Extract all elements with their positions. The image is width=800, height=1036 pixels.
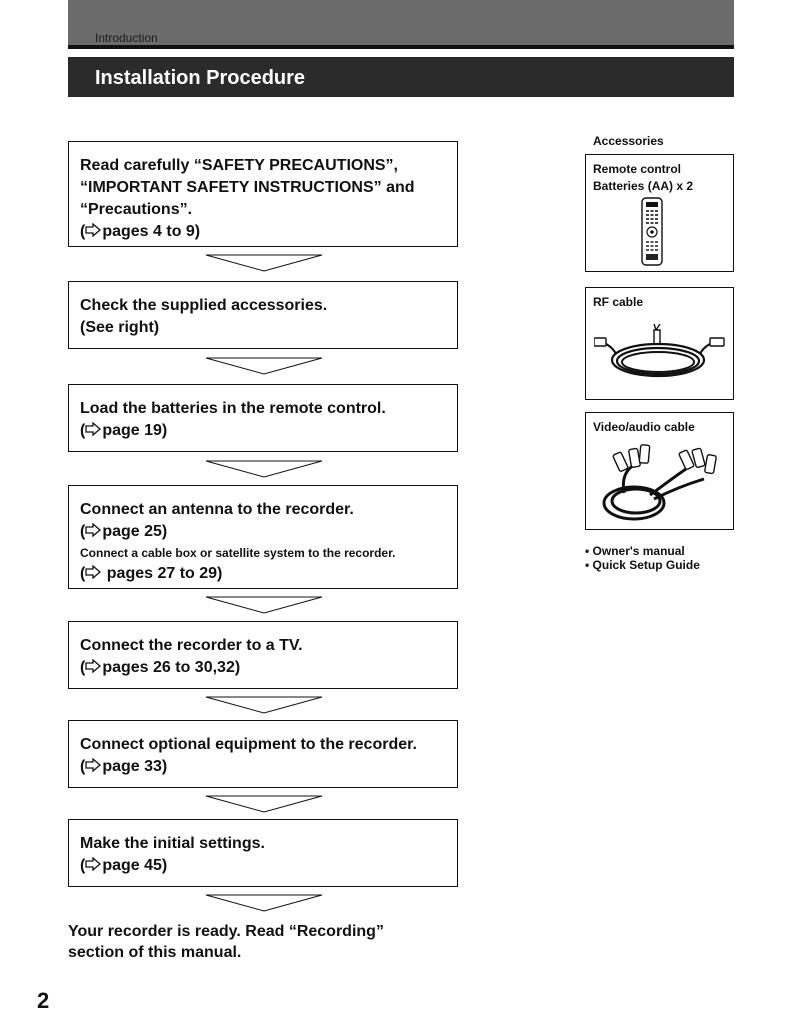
right-arrow-icon <box>85 422 101 436</box>
accessory-remote-control <box>585 154 734 272</box>
rf-cable-image <box>594 324 726 386</box>
step-connect-antenna <box>68 485 458 589</box>
final-text-line: section of this manual. <box>68 944 242 961</box>
accessory-label: Remote control <box>593 162 682 176</box>
step-text-line: Connect optional equipment to the recorder. <box>80 736 417 753</box>
right-arrow-icon <box>85 523 101 537</box>
list-item: • Owner's manual <box>585 544 685 558</box>
accessory-label: RF cable <box>593 295 644 309</box>
final-text-line: Your recorder is ready. Read “Recording” <box>68 923 384 940</box>
down-arrow-icon <box>205 894 323 912</box>
page-reference: ( page 45) <box>80 857 168 874</box>
down-arrow-icon <box>205 596 323 614</box>
accessory-rf-cable <box>585 287 734 400</box>
page-reference: ( page 25) <box>80 523 168 540</box>
down-arrow-icon <box>205 254 323 272</box>
step-text-line: “Precautions”. <box>80 201 193 218</box>
page-reference: ( pages 26 to 30,32) <box>80 659 241 676</box>
step-text-line: “IMPORTANT SAFETY INSTRUCTIONS” and <box>80 179 415 196</box>
down-arrow-icon <box>205 696 323 714</box>
page-reference: ( page 19) <box>80 422 168 439</box>
right-arrow-icon <box>85 223 101 237</box>
down-arrow-icon <box>205 795 323 813</box>
right-arrow-icon <box>85 758 101 772</box>
section-label: Introduction <box>95 31 158 45</box>
right-arrow-icon <box>85 565 101 579</box>
step-text-line: Connect an antenna to the recorder. <box>80 501 354 518</box>
page-title: Installation Procedure <box>95 67 306 89</box>
section-header-bar <box>68 0 734 49</box>
page-reference: ( page 33) <box>80 758 168 775</box>
remote-control-image <box>638 197 668 267</box>
step-note: Connect a cable box or satellite system to the recorder. <box>80 546 396 560</box>
step-connect-optional-equipment <box>68 720 458 788</box>
final-instruction <box>68 921 488 963</box>
step-load-batteries <box>68 384 458 452</box>
right-arrow-icon <box>85 659 101 673</box>
page-reference: ( pages 27 to 29) <box>80 565 223 582</box>
step-text-line: Make the initial settings. <box>80 835 265 852</box>
step-initial-settings <box>68 819 458 887</box>
accessory-video-audio-cable <box>585 412 734 530</box>
step-text-line: (See right) <box>80 319 160 336</box>
accessory-label: Batteries (AA) x 2 <box>593 179 694 193</box>
video-audio-cable-image <box>594 441 728 527</box>
accessories-heading: Accessories <box>593 134 664 148</box>
list-item: • Quick Setup Guide <box>585 558 700 572</box>
step-connect-tv <box>68 621 458 689</box>
step-text-line: Load the batteries in the remote control. <box>80 400 386 417</box>
step-text-line: Read carefully “SAFETY PRECAUTIONS”, <box>80 157 398 174</box>
page-number: 2 <box>37 988 50 1013</box>
step-text-line: Connect the recorder to a TV. <box>80 637 303 654</box>
down-arrow-icon <box>205 460 323 478</box>
accessory-label: Video/audio cable <box>593 420 695 434</box>
down-arrow-icon <box>205 357 323 375</box>
right-arrow-icon <box>85 857 101 871</box>
title-bar <box>68 57 734 97</box>
accessory-extra-items <box>585 544 700 572</box>
step-text-line: Check the supplied accessories. <box>80 297 328 314</box>
step-check-accessories <box>68 281 458 349</box>
step-read-precautions <box>68 141 458 247</box>
page-reference: ( pages 4 to 9) <box>80 223 201 240</box>
